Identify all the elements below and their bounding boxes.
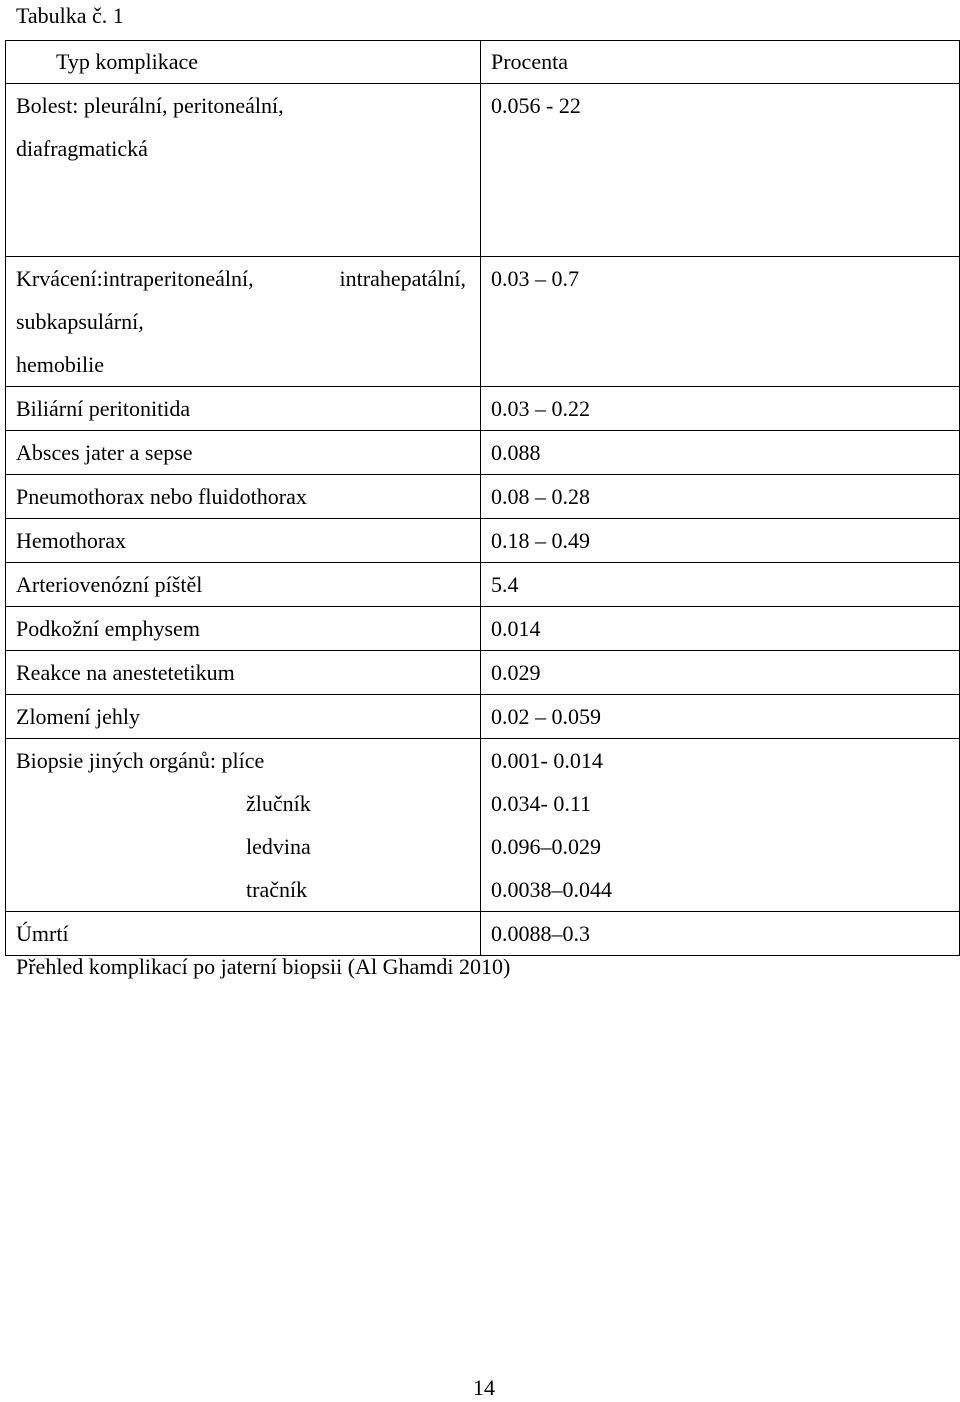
row-label: Biliární peritonitida [16, 396, 191, 421]
row-label: Absces jater a sepse [16, 440, 193, 465]
row-label: subkapsulární, [16, 309, 144, 334]
row-label: Biopsie jiných orgánů: plíce [16, 748, 265, 773]
table-row [6, 695, 960, 739]
complications-table [5, 40, 960, 956]
table-row [6, 563, 960, 607]
row-label: Arteriovenózní píštěl [16, 572, 203, 597]
row-value: 0.0088–0.3 [491, 921, 590, 946]
row-value: 0.029 [491, 660, 541, 685]
row-value: 0.18 – 0.49 [491, 528, 590, 553]
row-value: 0.088 [491, 440, 541, 465]
row-value: 0.034- 0.11 [491, 791, 592, 816]
row-value: 0.001- 0.014 [491, 748, 603, 773]
header-cell-percent: Procenta [481, 41, 960, 84]
table-row [6, 431, 960, 475]
table-row [6, 84, 960, 257]
table-header-row [6, 41, 960, 84]
row-sublabel: ledvina [246, 834, 311, 859]
row-sublabel: žlučník [246, 791, 311, 816]
table-label: Tabulka č. 1 [16, 3, 124, 28]
row-label: Podkožní emphysem [16, 616, 200, 641]
row-value: 0.0038–0.044 [491, 877, 612, 902]
row-label: Pneumothorax nebo fluidothorax [16, 484, 307, 509]
row-label: Zlomení jehly [16, 704, 141, 729]
table-row [6, 607, 960, 651]
header-cell-type: Typ komplikace [6, 41, 481, 84]
row-label: Bolest: pleurální, peritoneální, [16, 93, 284, 118]
row-value: 5.4 [491, 572, 519, 597]
table-row [6, 519, 960, 563]
table-row [6, 257, 960, 387]
row-value: 0.03 – 0.7 [491, 266, 579, 291]
page-number: 14 [473, 1375, 495, 1400]
row-label: Reakce na anestetetikum [16, 660, 235, 685]
row-value: 0.014 [491, 616, 541, 641]
row-value: 0.056 - 22 [491, 93, 581, 118]
row-label: Úmrtí [16, 921, 69, 946]
row-label: Krvácení:intraperitoneální, [16, 266, 254, 291]
table-row [6, 739, 960, 912]
row-label: hemobilie [16, 352, 104, 377]
row-label: intrahepatální, [339, 266, 466, 291]
table-row [6, 912, 960, 956]
row-value: 0.02 – 0.059 [491, 704, 601, 729]
table-caption: Přehled komplikací po jaterní biopsii (Al Ghamdi 2010) [16, 954, 511, 979]
row-value: 0.03 – 0.22 [491, 396, 590, 421]
table-row [6, 651, 960, 695]
row-value: 0.096–0.029 [491, 834, 601, 859]
table-row [6, 475, 960, 519]
row-label: diafragmatická [16, 136, 148, 161]
row-value: 0.08 – 0.28 [491, 484, 590, 509]
row-sublabel: tračník [246, 877, 308, 902]
table-row [6, 387, 960, 431]
row-label: Hemothorax [16, 528, 126, 553]
